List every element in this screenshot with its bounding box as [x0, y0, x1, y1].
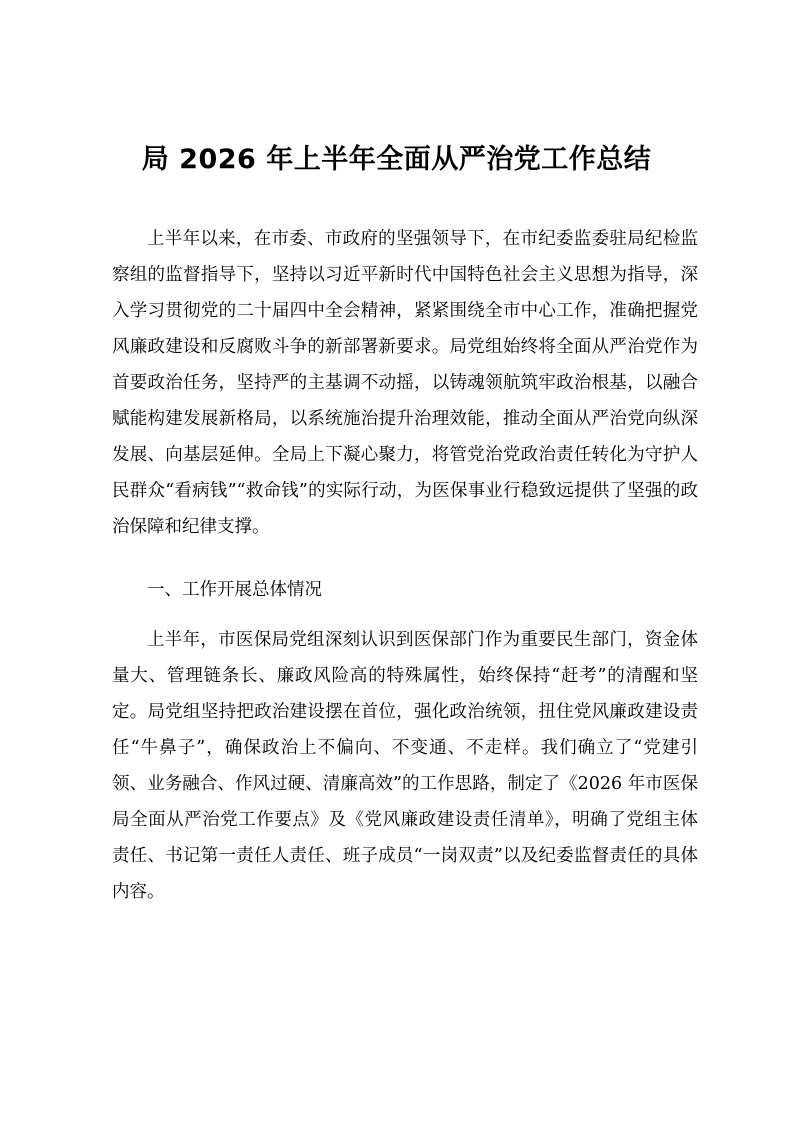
section-paragraph: 上半年，市医保局党组深刻认识到医保部门作为重要民生部门，资金体量大、管理链条长、廉政风险高的特殊属性，始终保持“赶考”的清醒和坚定。局党组坚持把政治建设摆在首位，强化政治统领，扭住党风廉政建设责任“牛鼻子”，确保政治上不偏向、不变通、不走样。我们确立了“党建引领、业务融合、作风过硬、清廉高效”的工作思路，制定了《2026 年市医保局全面从严治党工作要点》及《党风廉政建设责任清单》，明确了党组主体责任、书记第一责任人责任、班子成员“一岗双责”以及纪委监督责任的具体内容。 [112, 630, 698, 902]
intro-paragraph: 上半年以来，在市委、市政府的坚强领导下，在市纪委监委驻局纪检监察组的监督指导下，坚持以习近平新时代中国特色社会主义思想为指导，深入学习贯彻党的二十届四中全会精神，紧紧围绕全市中心工作，准确把握党风廉政建设和反腐败斗争的新部署新要求。局党组始终将全面从严治党作为首要政治任务，坚持严的主基调不动摇，以铸魂领航筑牢政治根基，以融合赋能构建发展新格局，以系统施治提升治理效能，推动全面从严治党向纵深发展、向基层延伸。全局上下凝心聚力，将管党治党政治责任转化为守护人民群众“看病钱”“救命钱”的实际行动，为医保事业行稳致远提供了坚强的政治保障和纪律支撑。 [112, 229, 698, 537]
document-title: 局 2026 年上半年全面从严治党工作总结 [141, 144, 652, 175]
section-heading: 一、工作开展总体情况 [147, 580, 322, 600]
